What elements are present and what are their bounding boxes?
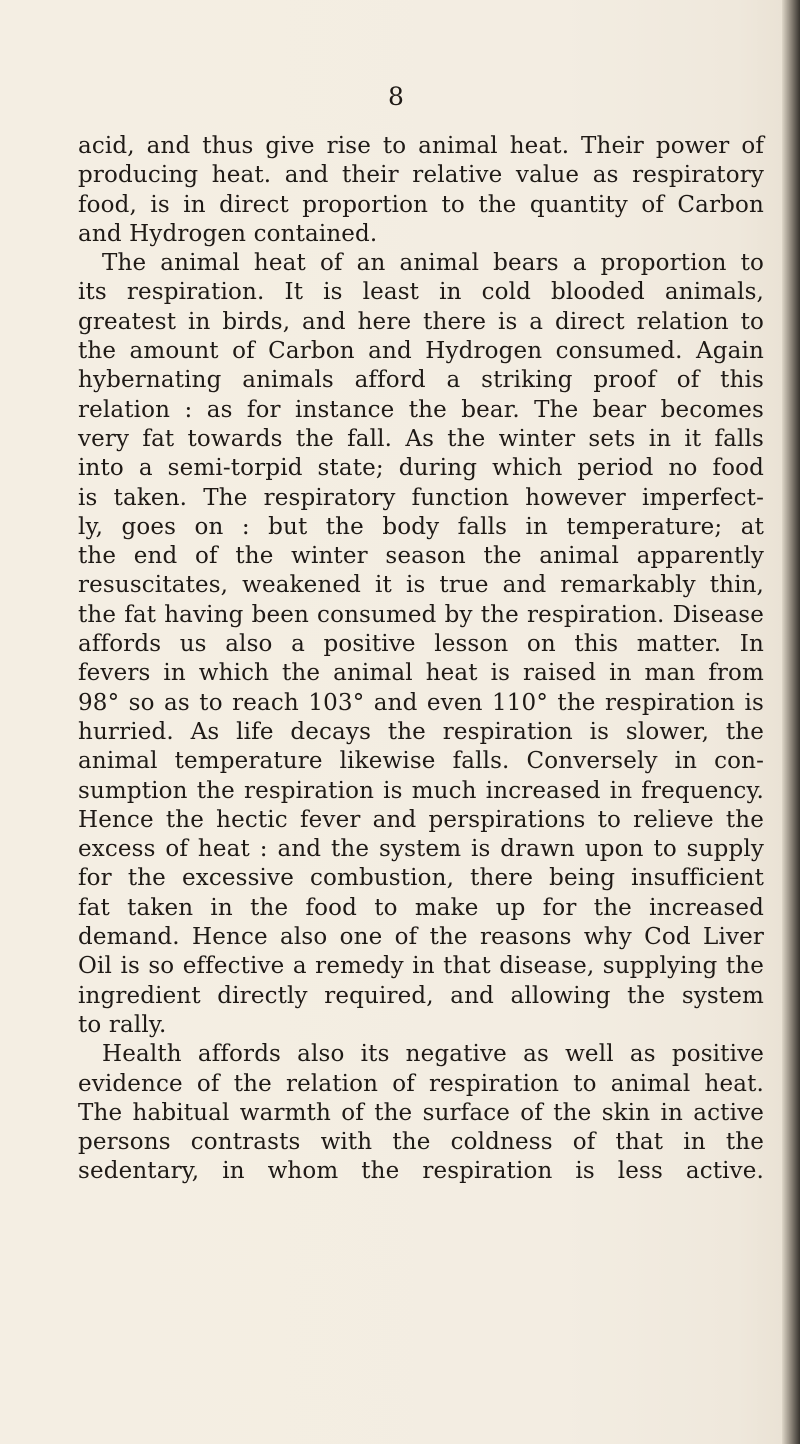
text-line: its respiration. It is least in cold blooded animals, <box>78 279 764 306</box>
text-line: hurried. As life decays the respiration is slower, the <box>78 718 764 745</box>
text-line: acid, and thus give rise to animal heat. Their power of <box>78 133 764 159</box>
page-number: 8 <box>388 82 404 111</box>
text-line: ingredient directly required, and allowing the system <box>78 982 764 1009</box>
text-line: evidence of the relation of respiration to animal heat. <box>78 1070 764 1097</box>
text-line: sedentary, in whom the respiration is less active. <box>78 1158 764 1185</box>
text-line: fat taken in the food to make up for the increased <box>78 894 764 921</box>
text-line: Oil is so effective a remedy in that disease, supplying the <box>78 953 764 980</box>
text-line: food, is in direct proportion to the quantity of Carbon <box>78 191 764 218</box>
text-line: very fat towards the fall. As the winter sets in it falls <box>78 425 764 452</box>
text-line: ly, goes on : but the body falls in temperature; at <box>78 513 764 540</box>
text-line: Health affords also its negative as well as positive <box>102 1041 764 1068</box>
text-line: Hence the hectic fever and perspirations to relieve the <box>78 806 764 833</box>
text-line: to rally. <box>78 1011 167 1038</box>
text-line: for the excessive combustion, there being insufficient <box>78 865 764 892</box>
text-line: relation : as for instance the bear. The bear becomes <box>78 396 764 423</box>
text-line: fevers in which the animal heat is raised in man from <box>78 660 764 687</box>
text-line: the end of the winter season the animal apparently <box>78 543 764 570</box>
text-line: The animal heat of an animal bears a proportion to <box>102 250 764 277</box>
text-line: into a semi-torpid state; during which period no food <box>78 455 764 482</box>
text-line: greatest in birds, and here there is a direct relation to <box>78 308 764 335</box>
text-line: The habitual warmth of the surface of the skin in active <box>78 1099 764 1126</box>
page-edge-shadow <box>782 0 800 1444</box>
text-line: excess of heat : and the system is drawn upon to supply <box>78 836 764 863</box>
text-line: affords us also a positive lesson on this matter. In <box>78 631 764 658</box>
text-line: 98° so as to reach 103° and even 110° the respiration is <box>78 689 764 716</box>
text-line: resuscitates, weakened it is true and remarkably thin, <box>78 572 764 599</box>
text-line: persons contrasts with the coldness of that in the <box>78 1129 764 1156</box>
text-line: producing heat. and their relative value as respiratory <box>78 162 764 189</box>
text-line: animal temperature likewise falls. Conversely in con- <box>78 748 764 775</box>
text-line: demand. Hence also one of the reasons why Cod Liver <box>78 924 764 951</box>
text-line: the amount of Carbon and Hydrogen consumed. Again <box>78 338 764 365</box>
text-line: sumption the respiration is much increased in frequency. <box>78 777 764 804</box>
text-line: the fat having been consumed by the respiration. Disease <box>78 601 764 628</box>
text-line: is taken. The respiratory function however imperfect- <box>78 484 764 511</box>
text-line: and Hydrogen contained. <box>78 220 378 247</box>
text-line: hybernating animals afford a striking proof of this <box>78 367 764 394</box>
page-body-text <box>78 132 764 1187</box>
